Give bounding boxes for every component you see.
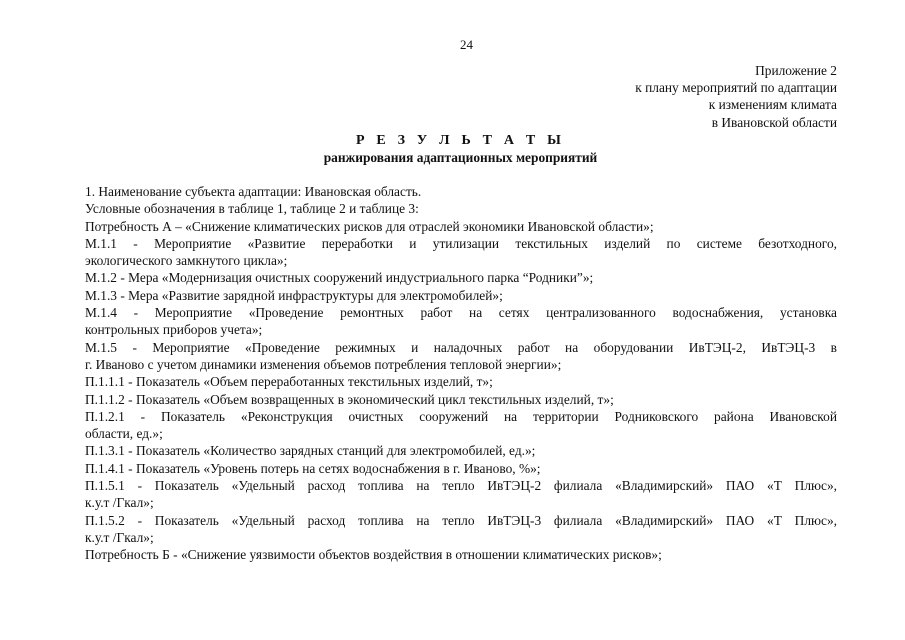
paragraph-p-1-5-1	[85, 477, 837, 512]
paragraph-p-1-4-1: П.1.4.1 - Показатель «Уровень потерь на сетях водоснабжения в г. Иваново, %»;	[85, 460, 541, 476]
paragraph-p-1-2-1-line-1: П.1.2.1 - Показатель «Реконструкция очистных сооружений на территории Родниковского района Ивановской	[85, 408, 837, 424]
paragraph-m-1-1-line-2: экологического замкнутого цикла»;	[85, 253, 288, 269]
paragraph-m-1-1-line-1: М.1.1 - Мероприятие «Развитие переработки и утилизации текстильных изделий по системе безотходного,	[85, 235, 837, 251]
paragraph-m-1-4-line-1: М.1.4 - Мероприятие «Проведение ремонтных работ на сетях централизованного водоснабжения, установка	[85, 305, 837, 321]
paragraph-m-1-4-line-2: контрольных приборов учета»;	[85, 322, 263, 338]
paragraph-legend-intro: Условные обозначения в таблице 1, таблице 2 и таблице 3:	[85, 201, 419, 217]
appendix-line-2: к плану мероприятий по адаптации	[635, 80, 837, 96]
paragraph-m-1-1	[85, 235, 837, 270]
appendix-line-4: в Ивановской области	[711, 114, 837, 130]
document-body	[85, 183, 837, 564]
paragraph-p-1-2-1	[85, 408, 837, 443]
paragraph-m-1-2: М.1.2 - Мера «Модернизация очистных сооружений индустриального парка “Родники”»;	[85, 270, 594, 286]
title-subtitle: ранжирования адаптационных мероприятий	[323, 150, 598, 165]
paragraph-m-1-4	[85, 304, 837, 339]
paragraph-m-1-3: М.1.3 - Мера «Развитие зарядной инфраструктуры для электромобилей»;	[85, 287, 503, 303]
paragraph-subject-name: 1. Наименование субъекта адаптации: Ивановская область.	[85, 184, 422, 199]
paragraph-m-1-5	[85, 339, 837, 374]
appendix-header	[635, 62, 837, 131]
paragraph-m-1-5-line-2: г. Иваново с учетом динамики изменения объемов потребления тепловой энергии»;	[85, 356, 562, 372]
paragraph-m-1-5-line-1: М.1.5 - Мероприятие «Проведение режимных и наладочных работ на оборудовании ИвТЭЦ-2, ИвТЭЦ-3 в	[85, 339, 837, 355]
paragraph-p-1-1-1: П.1.1.1 - Показатель «Объем переработанных текстильных изделий, т»;	[85, 374, 493, 390]
appendix-line-1: Приложение 2	[755, 63, 837, 78]
title-main: Р Е З У Л Ь Т А Т Ы	[355, 133, 566, 148]
paragraph-need-b: Потребность Б - «Снижение уязвимости объектов воздействия в отношении климатических рисков»;	[85, 547, 662, 563]
paragraph-p-1-5-2	[85, 512, 837, 547]
appendix-line-3: к изменениям климата	[708, 97, 837, 113]
paragraph-p-1-2-1-line-2: области, ед.»;	[85, 426, 163, 442]
paragraph-p-1-5-1-line-1: П.1.5.1 - Показатель «Удельный расход топлива на тепло ИвТЭЦ-2 филиала «Владимирский» ПАО «Т Плюс»,	[85, 478, 837, 494]
paragraph-p-1-5-2-line-1: П.1.5.2 - Показатель «Удельный расход топлива на тепло ИвТЭЦ-3 филиала «Владимирский» ПАО «Т Плюс»,	[85, 512, 837, 528]
paragraph-p-1-1-2: П.1.1.2 - Показатель «Объем возвращенных в экономический цикл текстильных изделий, т»;	[85, 391, 614, 407]
paragraph-p-1-3-1: П.1.3.1 - Показатель «Количество зарядных станций для электромобилей, ед.»;	[85, 443, 536, 459]
paragraph-p-1-5-1-line-2: к.у.т /Гкал»;	[85, 495, 154, 511]
page-number: 24	[460, 37, 473, 52]
paragraph-p-1-5-2-line-2: к.у.т /Гкал»;	[85, 529, 154, 545]
paragraph-need-a: Потребность А – «Снижение климатических рисков для отраслей экономики Ивановской области»;	[85, 218, 654, 234]
document-title	[8, 132, 905, 166]
